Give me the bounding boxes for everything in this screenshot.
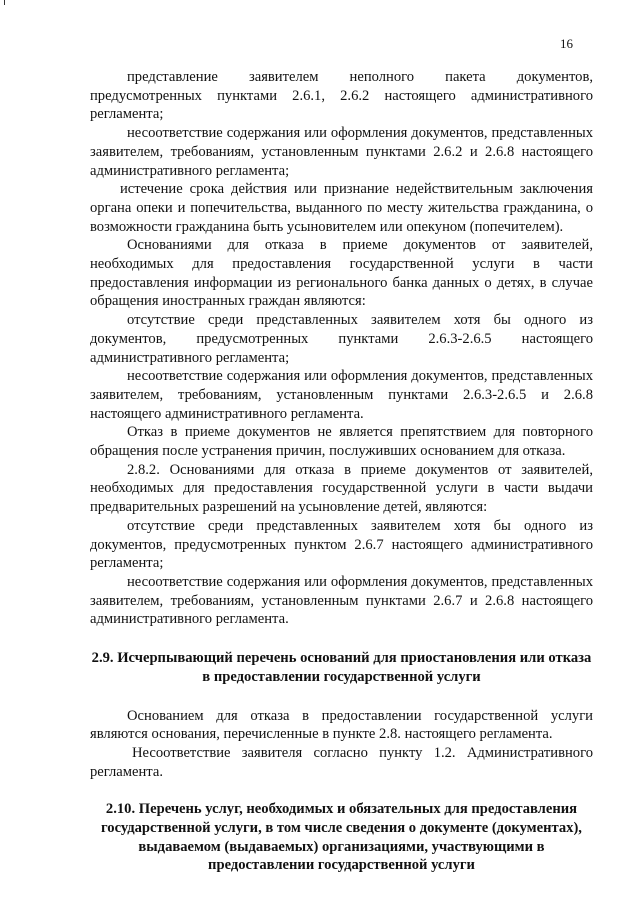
paragraph: несоответствие содержания или оформления документов, представленных заявителем, требованиям, установленным пунктами 2.6.7 и 2.6.8 настоящего административного регламента.	[90, 573, 593, 628]
paragraph: Основанием для отказа в предоставлении государственной услуги являются основания, перечисленные в пункте 2.8. настоящего регламента.	[90, 707, 593, 743]
section-heading-2-9: 2.9. Исчерпывающий перечень оснований для приостановления или отказа в предоставлении государственной услуги	[91, 650, 592, 685]
paragraph: отсутствие среди представленных заявителем хотя бы одного из документов, предусмотренных пунктами 2.6.3-2.6.5 настоящего административного регламента;	[90, 312, 593, 366]
page-number: 16	[560, 36, 573, 51]
paragraph: Основаниями для отказа в приеме документов от заявителей, необходимых для предоставления государственной услуги в части предоставления информации из регионального банка данных о детях, в случае обращения иностранных граждан являются:	[90, 237, 593, 310]
paragraph: 2.8.2. Основаниями для отказа в приеме документов от заявителей, необходимых для предоставления государственной услуги в части выдачи предварительных разрешений на усыновление детей, являются:	[90, 461, 593, 516]
paragraph: Несоответствие заявителя согласно пункту 1.2. Административного регламента.	[90, 744, 593, 780]
paragraph: несоответствие содержания или оформления документов, представленных заявителем, требованиям, установленным пунктами 2.6.3-2.6.5 и 2.6.8 настоящего административного регламента.	[90, 368, 593, 422]
paragraph: истечение срока действия или признание недействительным заключения органа опеки и попечительства, выданного по месту жительства гражданина, о возможности гражданина быть усыновителем или опекуном (попечителем).	[90, 181, 593, 235]
paragraph: отсутствие среди представленных заявителем хотя бы одного из документов, предусмотренных пунктом 2.6.7 настоящего административного регламента;	[90, 517, 593, 572]
paragraph: Отказ в приеме документов не является препятствием для повторного обращения после устранения причин, послуживших основанием для отказа.	[90, 424, 593, 460]
page-content	[90, 68, 593, 875]
paragraph: представление заявителем неполного пакета документов, предусмотренных пунктами 2.6.1, 2.6.2 настоящего административного регламента;	[90, 69, 593, 123]
section-heading-2-10: 2.10. Перечень услуг, необходимых и обязательных для предоставления государственной услуги, в том числе сведения о документе (документах), выдаваемом (выдаваемых) организациями, участвующими в предоставлении государственной услуги	[101, 801, 582, 874]
scan-mark	[4, 0, 5, 5]
paragraph: несоответствие содержания или оформления документов, представленных заявителем, требованиям, установленным пунктами 2.6.2 и 2.6.8 настоящего административного регламента;	[90, 125, 593, 179]
